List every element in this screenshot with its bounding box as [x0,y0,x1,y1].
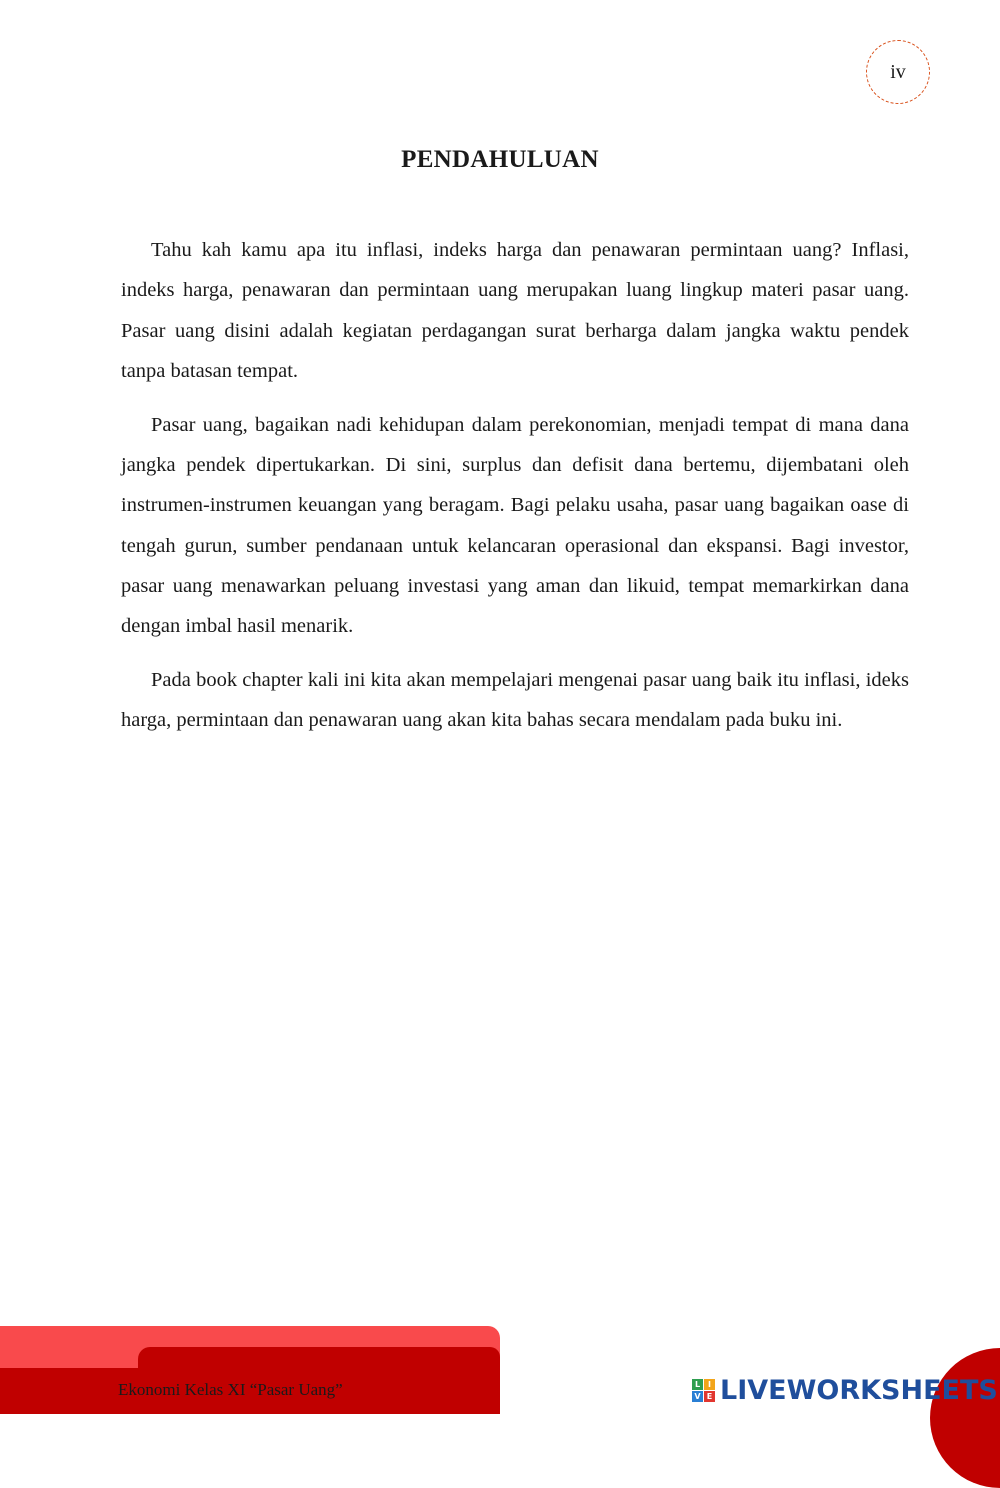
page-title: PENDAHULUAN [401,146,599,173]
paragraph-3: Pada book chapter kali ini kita akan mempelajari mengenai pasar uang baik itu inflasi, ideks harga, permintaan dan penawaran uang akan kita bahas secara mendalam pada buku ini. [121,668,909,732]
logo-letter-i: I [704,1379,715,1390]
corner-decoration [930,1348,1000,1488]
body-text [121,230,909,754]
page-number: iv [890,60,906,83]
brand-name: LIVEWORKSHEETS [720,1374,998,1406]
logo-letter-l: L [692,1379,703,1390]
logo-letter-e: E [704,1391,715,1402]
liveworksheets-logo-icon [692,1379,715,1402]
paragraph-2: Pasar uang, bagaikan nadi kehidupan dalam perekonomian, menjadi tempat di mana dana jangka pendek dipertukarkan. Di sini, surplus dan defisit dana bertemu, dijembatani oleh instrumen-instrumen keuangan yang beragam. Bagi pelaku usaha, pasar uang bagaikan oase di tengah gurun, sumber pendanaan untuk kelancaran operasional dan ekspansi. Bagi investor, pasar uang menawarkan peluang investasi yang aman dan likuid, tempat memarkirkan dana dengan imbal hasil menarik. [121,413,909,638]
paragraph-1: Tahu kah kamu apa itu inflasi, indeks harga dan penawaran permintaan uang? Inflasi, indeks harga, penawaran dan permintaan uang merupakan luang lingkup materi pasar uang. Pasar uang disini adalah kegiatan perdagangan surat berharga dalam jangka waktu pendek tanpa batasan tempat. [121,239,909,382]
liveworksheets-brand[interactable] [692,1374,998,1406]
page-number-badge [866,40,930,104]
footer-book-label: Ekonomi Kelas XI “Pasar Uang” [118,1380,343,1399]
logo-letter-v: V [692,1391,703,1402]
